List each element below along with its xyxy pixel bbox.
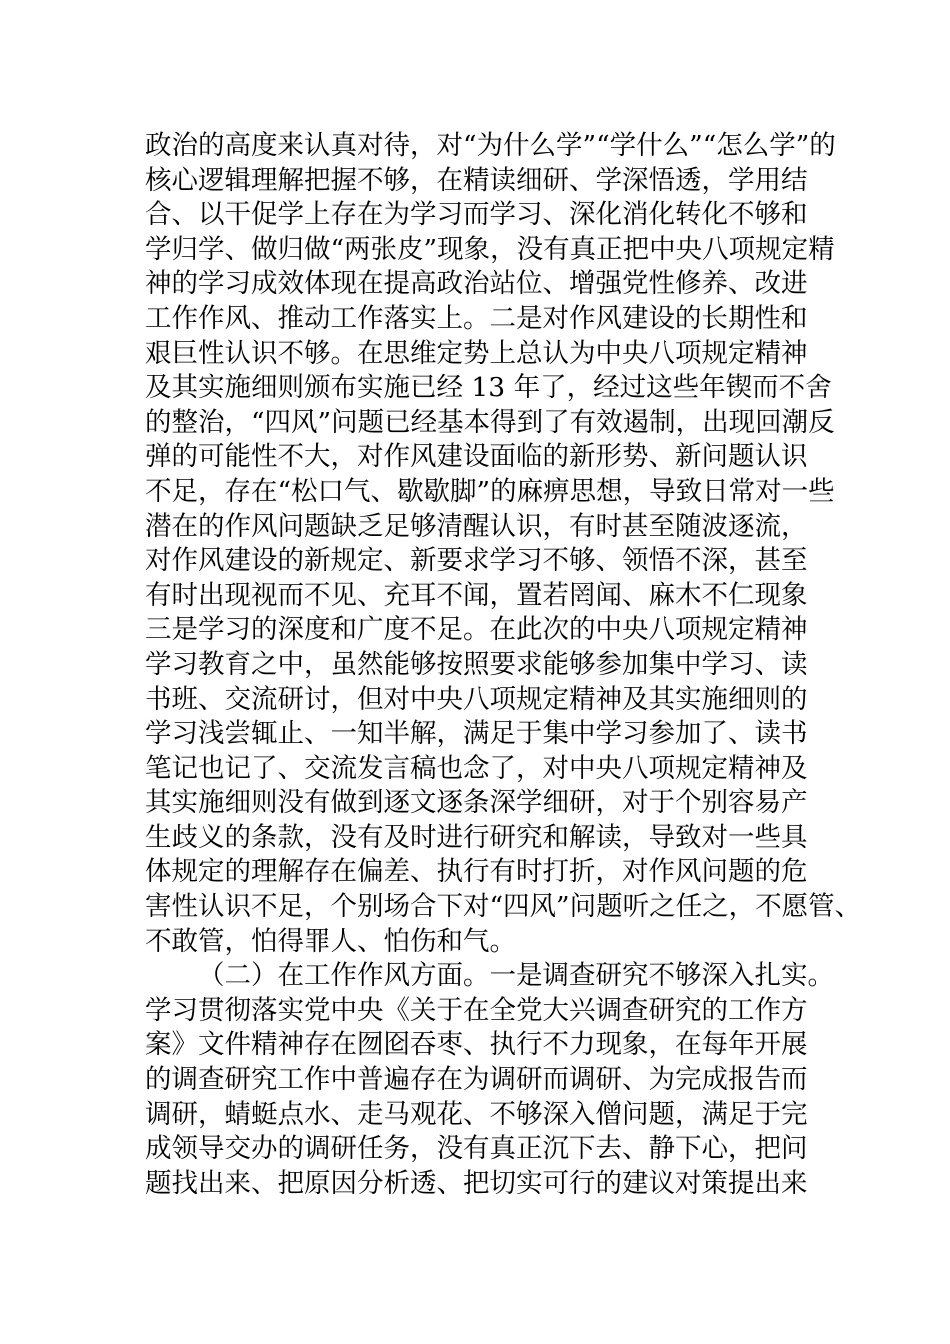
text-line-29: 调研，蜻蜓点水、走马观花、不够深入僧问题，满足于完 [145, 1098, 808, 1130]
text-line-13: 对作风建设的新规定、新要求学习不够、领悟不深，甚至 [145, 545, 808, 577]
text-line-28: 的调查研究工作中普遍存在为调研而调研、为完成报告而 [145, 1064, 808, 1096]
text-line-27: 案》文件精神存在囫囵吞枣、执行不力现象，在每年开展 [145, 1029, 808, 1061]
text-line-17: 书班、交流研讨，但对中央八项规定精神及其实施细则的 [145, 683, 808, 715]
text-line-2: 核心逻辑理解把握不够，在精读细研、学深悟透，学用结 [145, 164, 808, 196]
text-line-19: 笔记也记了、交流发言稿也念了，对中央八项规定精神及 [145, 752, 808, 784]
text-line-9: 的整治，“四风”问题已经基本得到了有效遏制，出现回潮反 [145, 406, 835, 438]
text-line-18: 学习浅尝辄止、一知半解，满足于集中学习参加了、读书 [145, 718, 808, 750]
text-line-16: 学习教育之中，虽然能够按照要求能够参加集中学习、读 [145, 648, 808, 680]
text-line-23: 害性认识不足，个别场合下对“四风”问题听之任之，不愿管、 [145, 891, 862, 923]
text-line-7: 艰巨性认识不够。在思维定势上总认为中央八项规定精神 [145, 337, 808, 369]
text-line-12: 潜在的作风问题缺乏足够清醒认识，有时甚至随波逐流， [145, 510, 808, 542]
text-line-31: 题找出来、把原因分析透、把切实可行的建议对策提出来 [145, 1167, 808, 1199]
text-line-24: 不敢管，怕得罪人、怕伤和气。 [145, 925, 516, 957]
text-line-21: 生歧义的条款，没有及时进行研究和解读，导致对一些具 [145, 821, 808, 853]
section-heading-line: （二）在工作作风方面。一是调查研究不够深入扎实。 [198, 960, 834, 992]
text-line-26: 学习贯彻落实党中央《关于在全党大兴调查研究的工作方 [145, 994, 808, 1026]
text-line-20: 其实施细则没有做到逐文逐条深学细研，对于个别容易产 [145, 787, 808, 819]
body-text [145, 129, 862, 1201]
text-line-10: 弹的可能性不大，对作风建设面临的新形势、新问题认识 [145, 441, 808, 473]
text-line-15: 三是学习的深度和广度不足。在此次的中央八项规定精神 [145, 614, 808, 646]
text-line-11: 不足，存在“松口气、歇歇脚”的麻痹思想，导致日常对一些 [145, 475, 835, 507]
text-line-30: 成领导交办的调研任务，没有真正沉下去、静下心，把问 [145, 1133, 808, 1165]
text-line-6: 工作作风、推动工作落实上。二是对作风建设的长期性和 [145, 302, 808, 334]
text-line-3: 合、以干促学上存在为学习而学习、深化消化转化不够和 [145, 199, 808, 231]
text-line-14: 有时出现视而不见、充耳不闻，置若罔闻、麻木不仁现象 [145, 579, 808, 611]
text-line-8: 及其实施细则颁布实施已经 13 年了，经过这些年锲而不舍 [145, 372, 832, 404]
text-line-5: 神的学习成效体现在提高政治站位、增强党性修养、改进 [145, 268, 808, 300]
text-line-1: 政治的高度来认真对待，对“为什么学”“学什么”“怎么学”的 [145, 130, 836, 161]
text-line-4: 学归学、做归做“两张皮”现象，没有真正把中央八项规定精 [145, 233, 835, 265]
text-line-22: 体规定的理解存在偏差、执行有时打折，对作风问题的危 [145, 856, 808, 888]
